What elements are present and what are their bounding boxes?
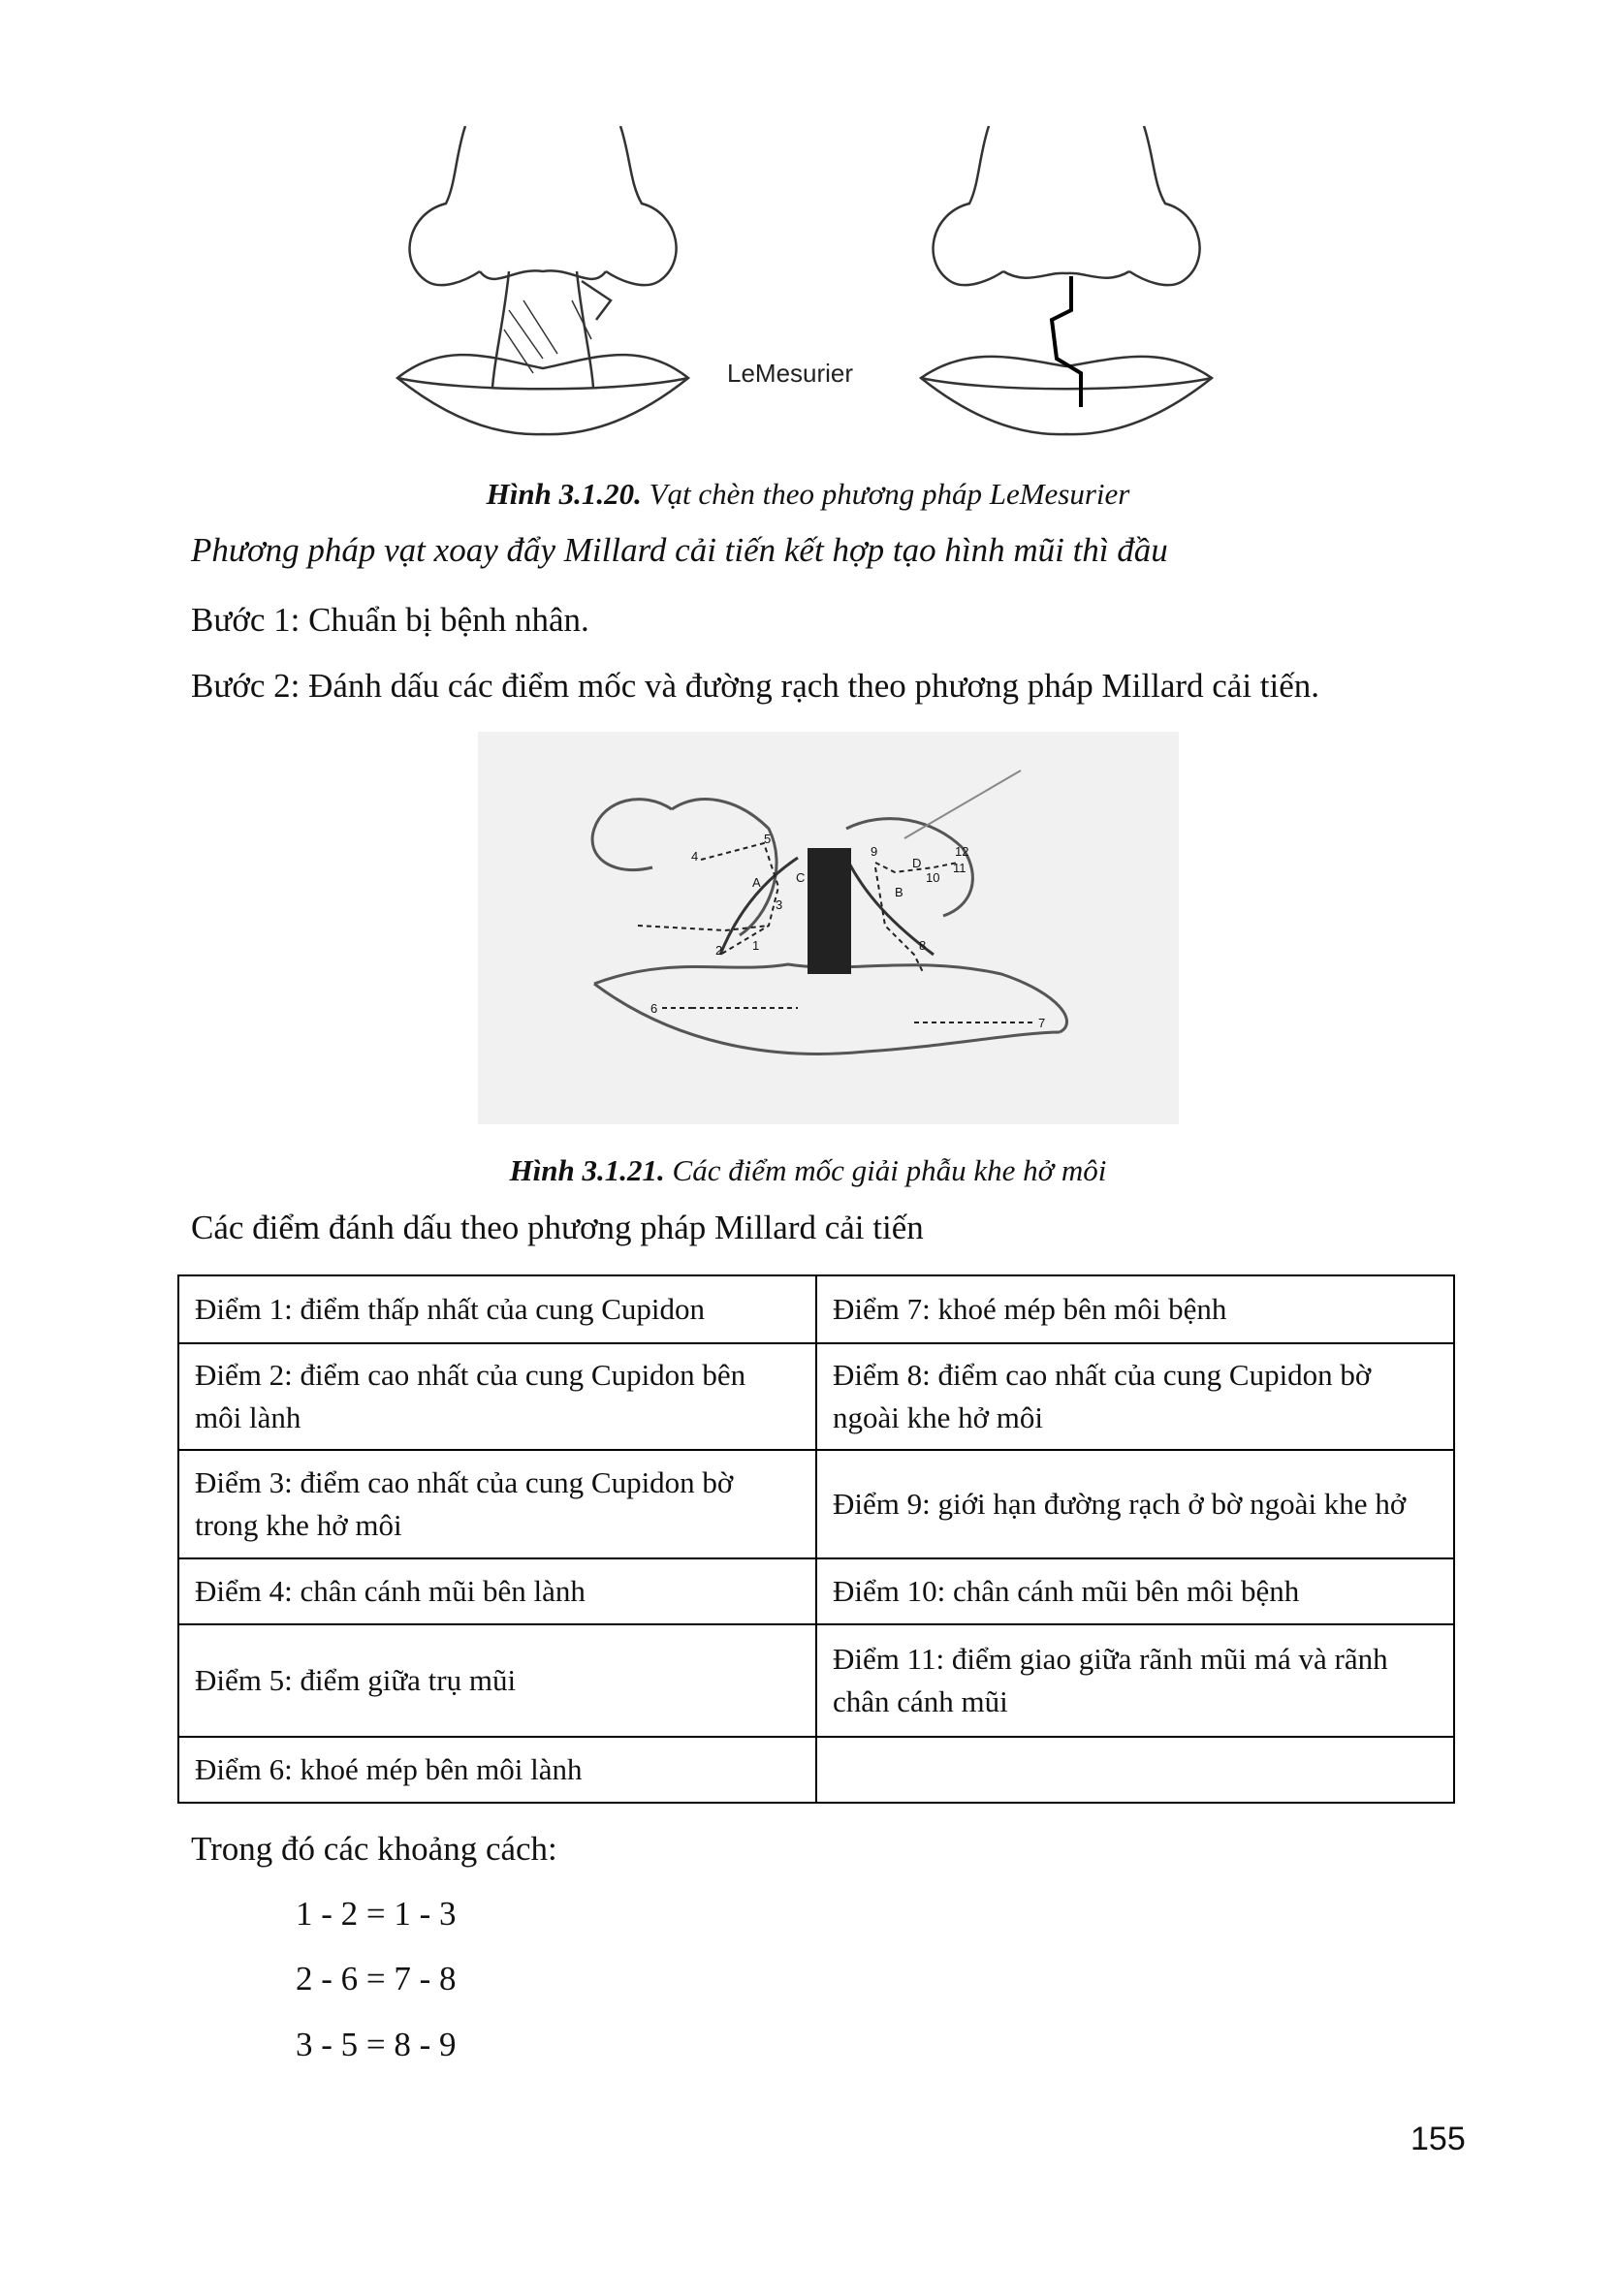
table-cell: Điểm 8: điểm cao nhất của cung Cupidon bờ ngoài khe hở môi [816, 1343, 1454, 1450]
distance-equation: 3 - 5 = 8 - 9 [296, 2026, 457, 2063]
table-row [178, 1450, 1454, 1558]
table-cell: Điểm 9: giới hạn đường rạch ở bờ ngoài khe hở [816, 1450, 1454, 1558]
region-d: D [912, 856, 922, 870]
caption-number: Hình 3.1.21. [509, 1153, 665, 1187]
table-cell: Điểm 10: chân cánh mũi bên môi bệnh [816, 1558, 1454, 1624]
table-row [178, 1275, 1454, 1343]
caption-number: Hình 3.1.20. [486, 477, 642, 511]
table-cell: Điểm 4: chân cánh mũi bên lành [178, 1558, 816, 1624]
table-cell: Điểm 3: điểm cao nhất của cung Cupidon bờ trong khe hở môi [178, 1450, 816, 1558]
marker-4: 4 [691, 849, 699, 864]
table-cell: Điểm 2: điểm cao nhất của cung Cupidon bên môi lành [178, 1343, 816, 1450]
table-cell: Điểm 1: điểm thấp nhất của cung Cupidon [178, 1275, 816, 1343]
cleft-landmarks-illustration [478, 732, 1179, 1124]
marker-9: 9 [871, 844, 878, 859]
figure-3-1-20-caption [0, 477, 1616, 512]
distance-equation: 2 - 6 = 7 - 8 [296, 1960, 457, 1997]
region-a: A [752, 875, 761, 890]
table-cell: Điểm 6: khoé mép bên môi lành [178, 1737, 816, 1803]
step-1-text: Bước 1: Chuẩn bị bệnh nhân. [191, 601, 589, 639]
page-number: 155 [1410, 2121, 1466, 2157]
lemesurier-illustration [388, 126, 1221, 446]
marker-3: 3 [776, 897, 783, 912]
distances-title: Trong đó các khoảng cách: [191, 1830, 557, 1868]
table-cell: Điểm 11: điểm giao giữa rãnh mũi má và rãnh chân cánh mũi [816, 1624, 1454, 1737]
right-repaired-drawing [921, 126, 1212, 434]
region-b: B [895, 885, 903, 899]
caption-text: Các điểm mốc giải phẫu khe hở môi [664, 1153, 1107, 1187]
table-cell: Điểm 7: khoé mép bên môi bệnh [816, 1275, 1454, 1343]
region-c: C [796, 870, 806, 885]
marker-10: 10 [926, 870, 940, 885]
marker-7: 7 [1038, 1016, 1046, 1030]
marker-2: 2 [715, 943, 723, 958]
table-cell [816, 1737, 1454, 1803]
marker-1: 1 [752, 938, 760, 953]
table-row [178, 1558, 1454, 1624]
table-row [178, 1737, 1454, 1803]
figure-3-1-21-caption [0, 1153, 1616, 1188]
lemesurier-label: LeMesurier [727, 359, 854, 388]
section-heading: Phương pháp vạt xoay đẩy Millard cải tiến kết hợp tạo hình mũi thì đầu [191, 531, 1168, 569]
marker-11: 11 [953, 861, 966, 875]
table-row [178, 1624, 1454, 1737]
marker-5: 5 [764, 832, 772, 846]
left-cleft-drawing [397, 126, 688, 434]
caption-text: Vạt chèn theo phương pháp LeMesurier [641, 477, 1130, 511]
table-cell: Điểm 5: điểm giữa trụ mũi [178, 1624, 816, 1737]
marker-12: 12 [955, 844, 969, 859]
step-2-text: Bước 2: Đánh dấu các điểm mốc và đường rạch theo phương pháp Millard cải tiến. [191, 667, 1320, 705]
table-intro: Các điểm đánh dấu theo phương pháp Millard cải tiến [191, 1209, 924, 1246]
marker-8: 8 [919, 938, 927, 953]
distance-equation: 1 - 2 = 1 - 3 [296, 1895, 457, 1933]
marker-6: 6 [650, 1001, 658, 1016]
table-row [178, 1343, 1454, 1450]
landmark-table [177, 1274, 1455, 1804]
